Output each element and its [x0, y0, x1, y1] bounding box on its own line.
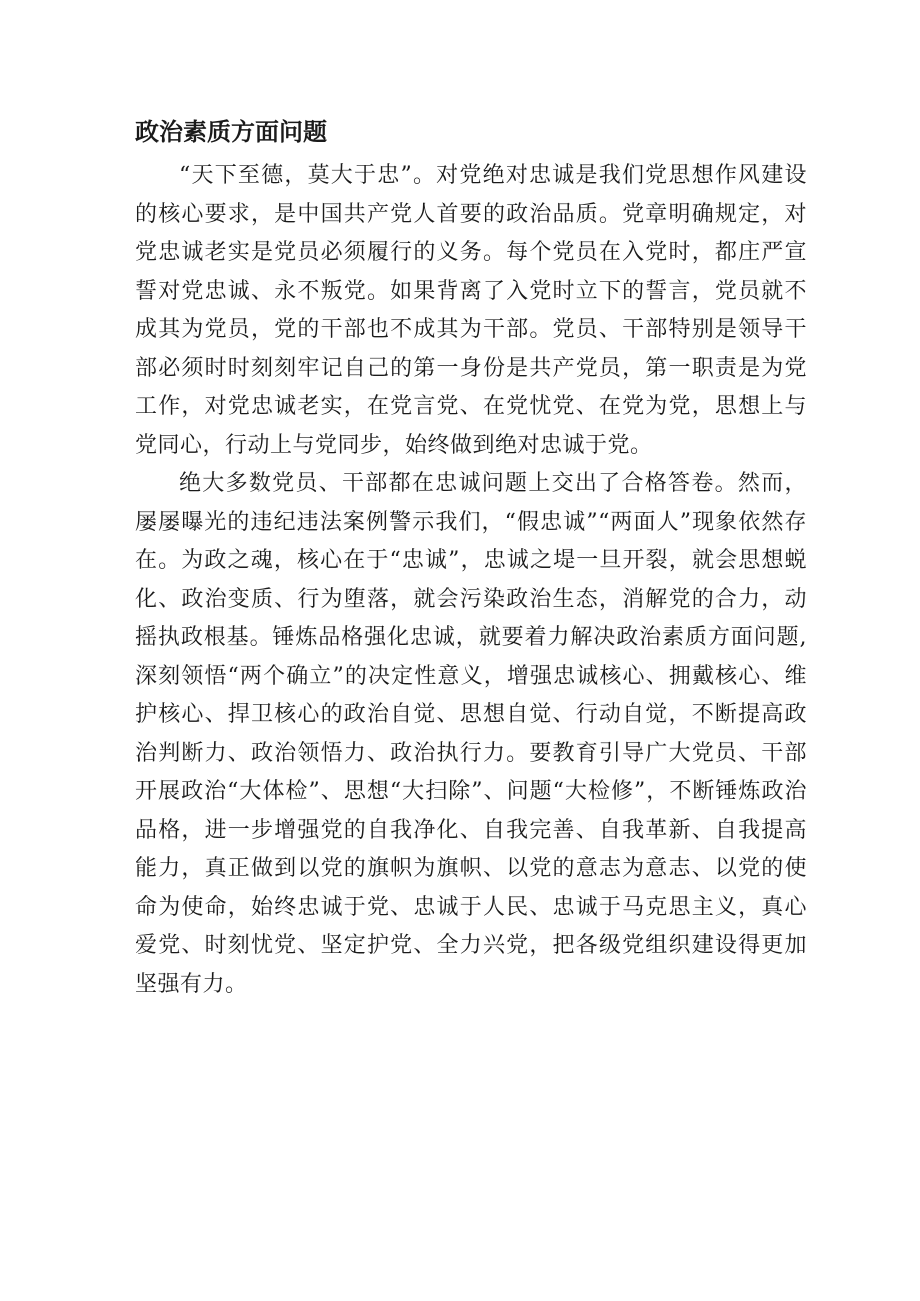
document-body	[135, 112, 807, 1004]
paragraph-loyalty-definition: “天下至德，莫大于忠”。对党绝对忠诚是我们党思想作风建设的核心要求，是中国共产党人首要的政治品质。党章明确规定，对党忠诚老实是党员必须履行的义务。每个党员在入党时，都庄严宣誓对党忠诚、永不叛党。如果背离了入党时立下的誓言，党员就不成其为党员，党的干部也不成其为干部。党员、干部特别是领导干部必须时时刻刻牢记自己的第一身份是共产党员，第一职责是为党工作，对党忠诚老实，在党言党、在党忧党、在党为党，思想上与党同心，行动上与党同步，始终做到绝对忠诚于党。	[135, 163, 807, 458]
paragraph-loyalty-requirements: 绝大多数党员、干部都在忠诚问题上交出了合格答卷。然而，屡屡曝光的违纪违法案例警示我们，“假忠诚”“两面人”现象依然存在。为政之魂，核心在于“忠诚”，忠诚之堤一旦开裂，就会思想蜕化、政治变质、行为堕落，就会污染政治生态，消解党的合力，动摇执政根基。锤炼品格强化忠诚，就要着力解决政治素质方面问题,深刻领悟“两个确立”的决定性意义，增强忠诚核心、拥戴核心、维护核心、捍卫核心的政治自觉、思想自觉、行动自觉，不断提高政治判断力、政治领悟力、政治执行力。要教育引导广大党员、干部开展政治“大体检”、思想“大扫除”、问题“大检修”，不断锤炼政治品格，进一步增强党的自我净化、自我完善、自我革新、自我提高能力，真正做到以党的旗帜为旗帜、以党的意志为意志、以党的使命为使命，始终忠诚于党、忠诚于人民、忠诚于马克思主义，真心爱党、时刻忧党、坚定护党、全力兴党，把各级党组织建设得更加坚强有力。	[135, 471, 807, 997]
document-heading: 政治素质方面问题	[135, 118, 327, 146]
